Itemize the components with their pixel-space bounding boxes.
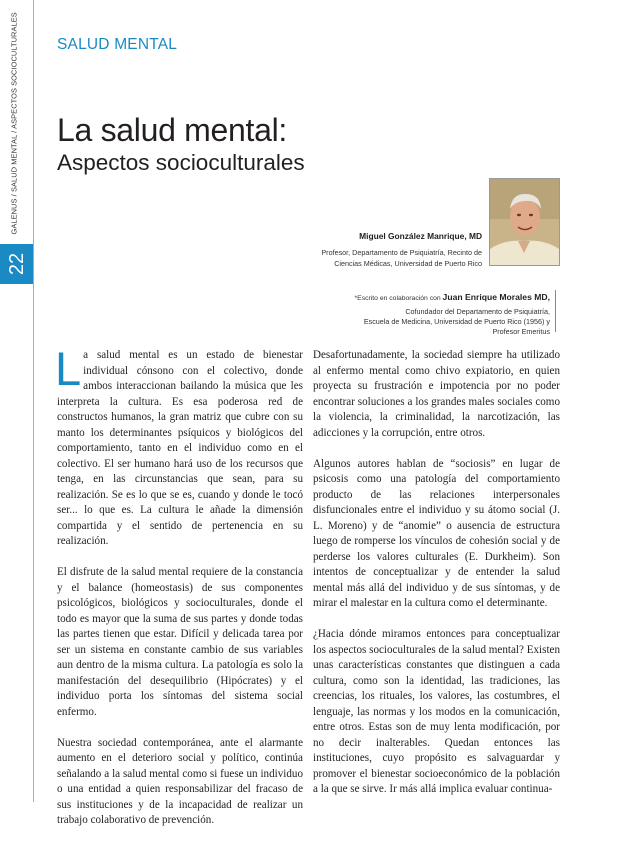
article-column-left [55, 342, 303, 844]
author-photo [489, 178, 560, 266]
article-paragraph: El disfrute de la salud mental requiere de la constancia y el balance (homeostasis) de sus componentes psicológicos, biológicos y socioculturales, donde el todo es mayor que la suma de sus partes y donde todas las partes tienen que estar. Difícil y delicada tarea por ser un sistema en constante cambio de sus variables aun dentro de la misma cultura. La patología es solo la manifestación del desequilibrio (Hipócrates) y el individuo porta los síntomas del sistema social enfermo. [57, 566, 303, 718]
author-name: Miguel González Manrique, MD [359, 231, 482, 241]
article-paragraph: Nuestra sociedad contemporánea, ante el alarmante aumento en el deterioro social y político, continúa señalando a la salud mental como si fuese un individuo o una entidad a quien responsabilizar del fracaso de sus instituciones y de la incapacidad de realizar un trabajo colaborativo de prevención. [57, 736, 303, 826]
author-byline [270, 231, 482, 269]
paragraph-text: a salud mental es un estado de bienestar individual cónsono con el colectivo, donde ambos interaccionan bailando la música que les interpreta la cultura. Es esa poderosa red de constructos humanos, la gran matriz que cubre con su manto los determinantes psíquicos y biológicos del comportamiento, tanto en el individuo como en el colectivo. El ser humano hará uso de los recursos que tenga, en las circunstancias que sean, para su realización. Se es lo que se es, cuando y donde le tocó ser... lo que es. La cultura le añade la dimensión compartida y el sentido de pertenencia en su realización. [57, 349, 303, 547]
article-paragraph: ¿Hacia dónde miramos entonces para conceptualizar los aspectos socioculturales de la salud mental? Existen unas características constantes que distinguen a cada cultura, como son la identidad, las tradiciones, las creencias, los rituales, los valores, las costumbres, el lenguaje, las normas y los modos en la comunicación, entre otros. Estas son de muy lenta modificación, por no decir inalterables. Quedan entonces las instituciones, cuyo propósito es salvaguardar y promover el bienestar socioeconómico de la población a la que se sirve. Ir más allá implica evaluar continua- [313, 628, 560, 795]
sidebar-divider [33, 0, 34, 802]
collaboration-note [290, 292, 550, 337]
article-paragraph: Desafortunadamente, la sociedad siempre ha utilizado al enfermo mental como chivo expiatorio, en quien proyecta su frustración e impotencia por no poder encontrar soluciones a los grandes males sociales como la violencia, la criminalidad, la narcotización, las adicciones y la corrupción, entre otros. [313, 349, 560, 439]
collaboration-rule [555, 290, 556, 332]
collaborator-name: Juan Enrique Morales MD, [442, 292, 550, 302]
collaboration-credit [290, 292, 550, 302]
article-paragraph: Algunos autores hablan de “sociosis” en lugar de psicosis como una patología del comportamiento producto de las relaciones interpersonales disfuncionales entre el individuo y su átomo social (J. L. Moreno) y de “anomie” o ausencia de estructura luego de romperse los vínculos de cohesión social y de perderse los valores culturales (E. Durkheim). Son intentos de conceptualizar y de entender la salud mental más allá del individuo y de sus síntomas, y de mirar el malestar en la cultura como el determinante. [313, 457, 560, 609]
author-affiliation-line: Ciencias Médicas, Universidad de Puerto Rico [334, 258, 482, 268]
author-affiliation [270, 248, 482, 269]
drop-cap: L [55, 342, 82, 395]
section-label: SALUD MENTAL [57, 36, 178, 53]
page-number: 22 [6, 252, 28, 276]
article-column-right [313, 348, 560, 813]
article-paragraph [55, 342, 303, 550]
collaboration-prefix: *Escrito en colaboración con [354, 295, 443, 302]
collaborator-affiliation-line: Profesor Emeritus [492, 327, 550, 336]
page-number-badge [0, 244, 33, 284]
collaborator-affiliation-line: Escuela de Medicina, Universidad de Puerto Rico (1956) y [363, 317, 550, 326]
author-affiliation-line: Profesor, Departamento de Psiquiatría, Recinto de [321, 248, 482, 257]
running-header [6, 12, 26, 238]
collaborator-affiliation [290, 307, 550, 337]
article-title: La salud mental: [57, 112, 288, 148]
article-subtitle: Aspectos socioculturales [57, 150, 305, 175]
running-header-text: GALENUS / SALUD MENTAL / ASPECTOS SOCIOCULTURALES [9, 12, 19, 235]
collaborator-affiliation-line: Cofundador del Departamento de Psiquiatría, [405, 307, 550, 316]
